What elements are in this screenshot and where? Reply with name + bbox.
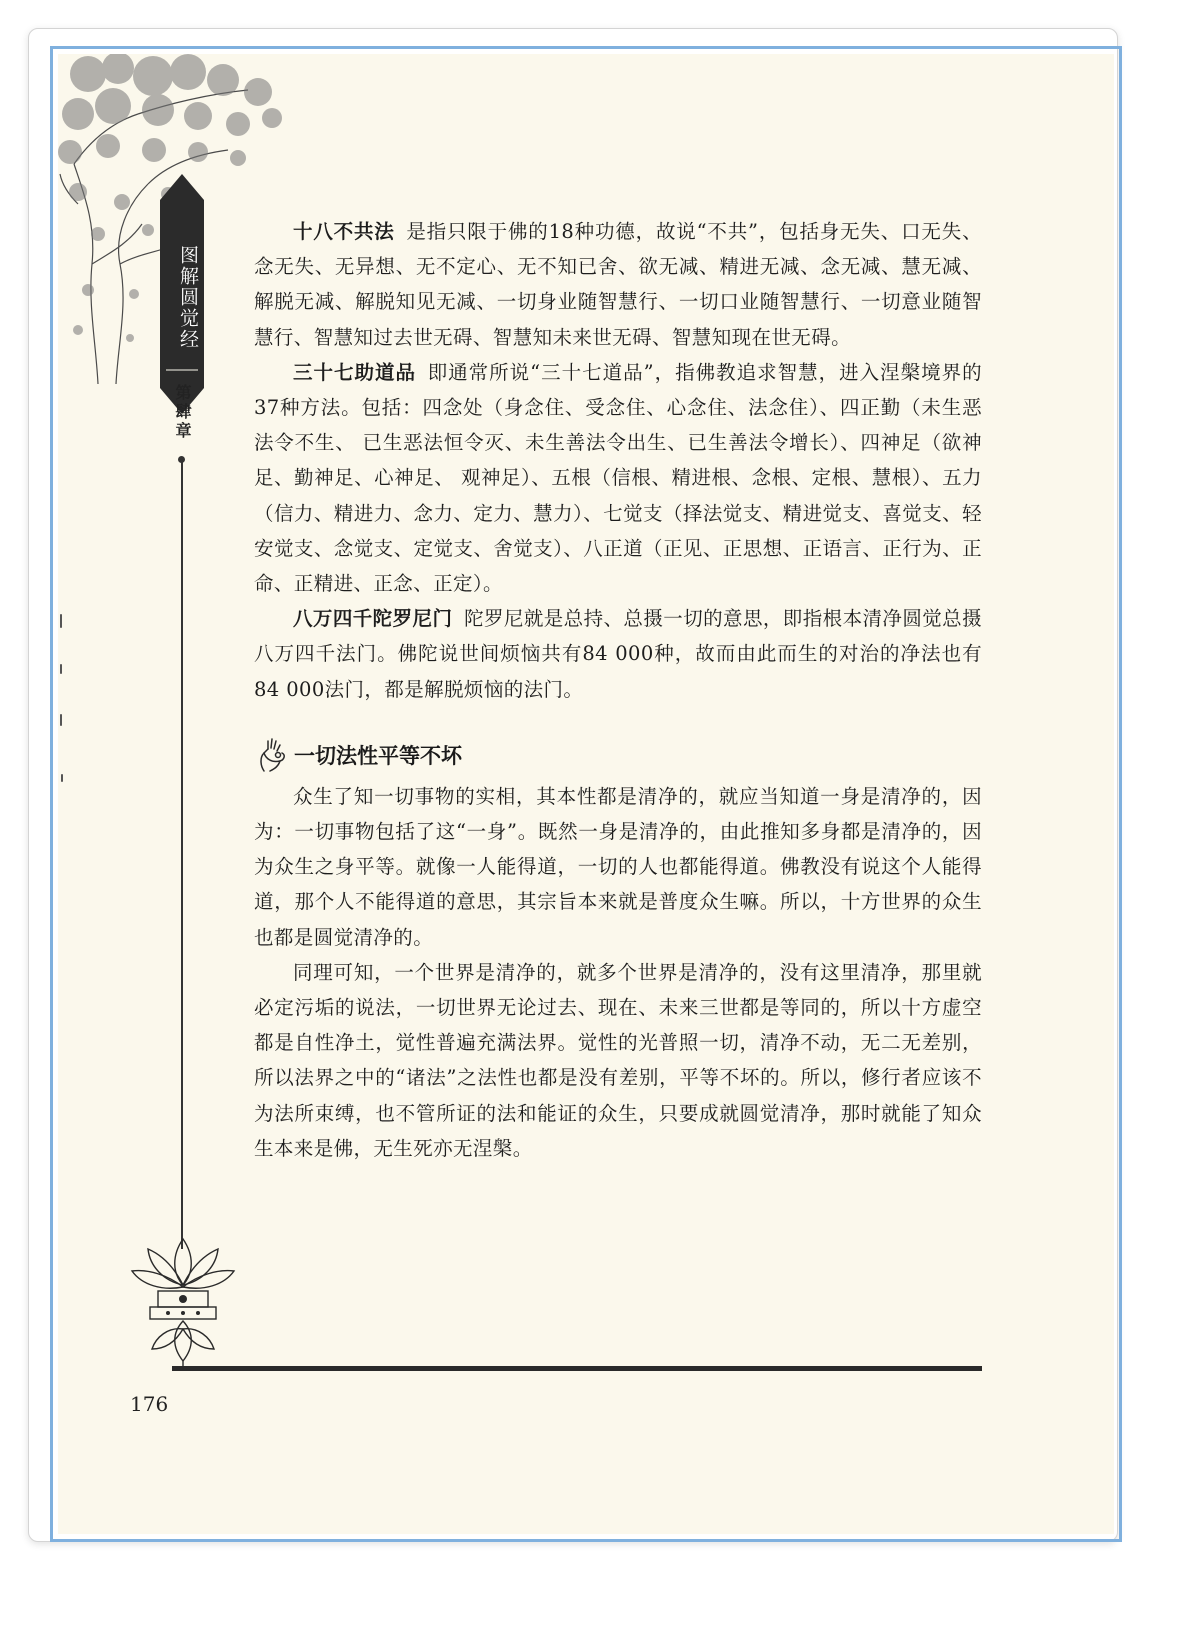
book-page [58,54,1114,1534]
body-paragraph: 同理可知，一个世界是清净的，就多个世界是清净的，没有这里清净，那里就必定污垢的说法，一切世界无论过去、现在、未来三世都是等同的，所以十方虚空都是自性净土，觉性普遍充满法界。觉性的光普照一切，清净不动，无二无差别，所以法界之中的“诸法”之法性也都是没有差别，平等不坏的。所以，修行者应该不为法所束缚，也不管所证的法和能证的众生，只要成就圆觉清净，那时就能了知众生本来是佛，无生死亦无涅槃。 [254,960,982,1160]
scan-speck [60,614,62,628]
spine-rule [181,459,183,1249]
lotus-ornament-icon [128,1229,238,1369]
term-heading: 三十七助道品 [293,360,416,384]
spine-chapter-label: 第肆章 [173,383,192,441]
term-definition: 陀罗尼就是总持、总摄一切的意思，即指根本清净圆觉总摄八万四千法门。佛陀说世间烦恼共有84 000种，故而由此而生的对治的净法也有84 000法门，都是解脱烦恼的法门。 [254,607,982,701]
section-title: 一切法性平等不坏 [294,743,462,768]
scan-speck [61,774,63,782]
scan-speck [60,714,62,726]
scan-speck [60,664,62,674]
term-heading: 八万四千陀罗尼门 [293,607,453,631]
main-text-column [254,214,982,1166]
body-paragraph: 众生了知一切事物的实相，其本性都是清净的，就应当知道一身是清净的，因为：一切事物包括了这“一身”。既然一身是清净的，由此推知多身都是清净的，因为众生之身平等。就像一人能得道，一切的人也都能得道。佛教没有说这个人能得道，那个人不能得道的意思，其宗旨本来就是普度众生嘛。所以，十方世界的众生也都是圆觉清净的。 [254,784,982,949]
term-heading: 十八不共法 [293,220,395,243]
term-definition: 是指只限于佛的18种功德，故说“不共”，包括身无失、口无失、念无失、无异想、无不定心、无不知已舍、欲无减、精进无减、念无减、慧无减、解脱无减、解脱知见无减、一切身业随智慧行、一切口业随智慧行、一切意业随智慧行、智慧知过去世无碍、智慧知未来世无碍、智慧知现在世无碍。 [254,220,982,349]
term-paragraph [254,214,982,355]
footer-rule [172,1366,982,1371]
section-heading [254,735,982,775]
term-paragraph [254,601,982,707]
spine-book-title: 图解圆觉经 [177,244,199,350]
term-definition: 即通常所说“三十七道品”，指佛教追求智慧，进入涅槃境界的37种方法。包括：四念处（身念住、受念住、心念住、法念住）、四正勤（未生恶法令不生、 已生恶法恒令灭、未生善法令出生、已生善法令增长）、四神足（欲神足、勤神足、心神足、 观神足）、五根（信根、精进根、念根、定根、慧根）、五力（信力、精进力、念力、定力、慧力）、七觉支（择法觉支、精进觉支、喜觉支、轻安觉支、念觉支、定觉支、舍觉支）、八正道（正见、正思想、正语言、正行为、正命、正精进、正念、正定）。 [254,360,982,596]
term-paragraph [254,355,982,601]
page-number: 176 [130,1392,169,1416]
hand-mudra-icon [254,735,290,775]
